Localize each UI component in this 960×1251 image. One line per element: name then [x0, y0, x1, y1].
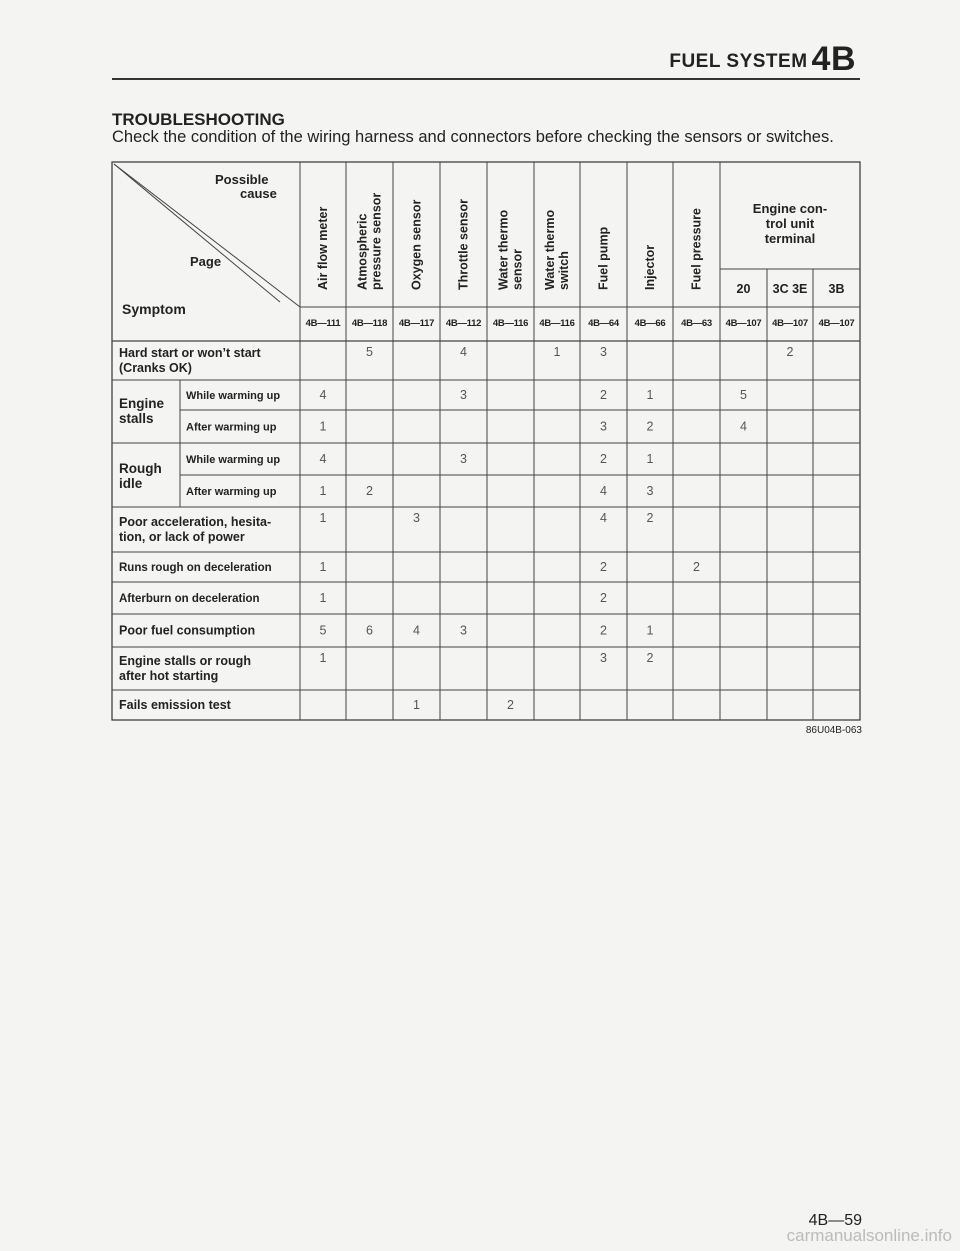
rank-value: 3 [646, 484, 654, 498]
rank-value: 3 [600, 345, 607, 359]
cause-header-label: Throttle sensor [456, 199, 471, 290]
rank-value: 3 [460, 388, 467, 402]
rank-value: 4 [740, 419, 747, 434]
rank-value: 1 [646, 452, 654, 466]
rank-value: 3 [600, 419, 607, 434]
corner-cause-label: cause [240, 186, 277, 201]
corner-symptom-label: Symptom [122, 301, 186, 317]
rank-value: 2 [507, 698, 514, 712]
footer-watermark: carmanualsonline.info [786, 1226, 952, 1245]
cause-page-ref: 4B—117 [398, 318, 435, 329]
symptom-group-label: Rough [119, 461, 162, 476]
rank-value: 1 [553, 345, 561, 359]
rank-value: 2 [646, 651, 654, 665]
symptom-group-label: idle [119, 476, 143, 491]
symptom-label: Poor acceleration, hesita- [119, 515, 272, 529]
cause-header-label: switch [557, 251, 571, 290]
cause-page-ref: 4B—111 [305, 318, 341, 329]
cause-header-label: Fuel pressure [689, 208, 704, 290]
rank-value: 1 [319, 484, 327, 498]
corner-cause-label: Possible [215, 172, 269, 187]
rank-value: 2 [600, 623, 607, 638]
page-number: 4B—59 [808, 1212, 862, 1229]
cause-page-ref: 4B—63 [681, 318, 712, 329]
cause-header-label: Atmospheric [355, 213, 370, 290]
symptom-label: Runs rough on deceleration [119, 562, 272, 574]
rank-value: 1 [413, 698, 420, 712]
rank-value: 2 [646, 511, 654, 525]
cause-header-label: Injector [643, 244, 657, 290]
rank-value: 1 [646, 388, 654, 402]
rank-value: 2 [600, 560, 607, 574]
rank-value: 4 [600, 511, 607, 525]
rank-value: 3 [413, 511, 420, 525]
rank-value: 4 [319, 388, 327, 402]
cause-header-label: sensor [510, 249, 525, 290]
ecu-terminal-label: 3C 3E [772, 282, 808, 296]
rank-value: 5 [366, 345, 373, 359]
rank-value: 3 [460, 452, 467, 466]
ecu-page-ref: 4B—107 [818, 318, 855, 329]
ecu-header-label: terminal [764, 231, 816, 246]
symptom-label: Afterburn on deceleration [119, 593, 260, 605]
cause-page-ref: 4B—118 [351, 318, 388, 329]
rank-value: 1 [319, 511, 327, 525]
cause-header-label: Air flow meter [316, 206, 330, 290]
rank-value: 4 [413, 623, 420, 638]
rank-value: 1 [319, 419, 327, 434]
rank-value: 6 [366, 623, 373, 638]
symptom-label: Engine stalls or rough [119, 654, 251, 668]
rank-value: 2 [600, 388, 607, 402]
header-section: 4B [811, 40, 856, 78]
rank-value: 5 [740, 388, 747, 402]
rank-value: 4 [319, 452, 327, 466]
cause-header-label: Fuel pump [596, 226, 611, 290]
ecu-page-ref: 4B—107 [725, 318, 762, 329]
cause-header-label: Water thermo [543, 209, 557, 290]
symptom-sub-label: After warming up [186, 421, 277, 434]
symptom-label: (Cranks OK) [119, 361, 192, 375]
cause-page-ref: 4B—116 [539, 318, 575, 329]
symptom-label: Hard start or won’t start [119, 346, 261, 360]
symptom-sub-label: After warming up [186, 486, 277, 498]
rank-value: 2 [366, 484, 373, 498]
ecu-header-label: Engine con- [752, 201, 828, 216]
figure-ref: 86U04B-063 [805, 725, 862, 736]
rank-value: 2 [600, 591, 607, 605]
ecu-header-label: trol unit [765, 216, 815, 231]
symptom-label: Poor fuel consumption [119, 623, 256, 638]
symptom-group-label: stalls [119, 411, 154, 426]
ecu-terminal-label: 20 [736, 282, 751, 296]
cause-header-label: pressure sensor [369, 192, 384, 290]
cause-page-ref: 4B—116 [492, 318, 529, 329]
rank-value: 2 [600, 452, 607, 466]
rank-value: 1 [319, 591, 327, 605]
rank-value: 1 [319, 560, 327, 574]
rank-value: 2 [786, 345, 794, 359]
rank-value: 1 [646, 623, 654, 638]
ecu-page-ref: 4B—107 [772, 318, 808, 329]
cause-header-label: Water thermo [496, 209, 511, 290]
corner-page-label: Page [190, 254, 222, 269]
rank-value: 2 [693, 560, 700, 574]
rank-value: 5 [319, 623, 327, 638]
section-heading: TROUBLESHOOTING [112, 110, 285, 129]
cause-page-ref: 4B—64 [588, 318, 619, 329]
symptom-label: after hot starting [119, 669, 219, 683]
cause-page-ref: 4B—112 [445, 318, 482, 329]
rank-value: 3 [460, 623, 467, 638]
symptom-sub-label: While warming up [186, 390, 281, 402]
symptom-group-label: Engine [119, 396, 165, 411]
symptom-sub-label: While warming up [186, 454, 281, 466]
ecu-terminal-label: 3B [828, 282, 845, 296]
cause-header-label: Oxygen sensor [409, 199, 424, 290]
rank-value: 3 [600, 651, 607, 665]
intro-text: Check the condition of the wiring harness and connectors before checking the sensors or switches. [112, 128, 834, 146]
rank-value: 2 [646, 419, 654, 434]
rank-value: 4 [600, 484, 607, 498]
cause-page-ref: 4B—66 [634, 318, 666, 329]
header-title-text: FUEL SYSTEM [669, 51, 808, 72]
rank-value: 4 [460, 345, 467, 359]
symptom-label: Fails emission test [119, 698, 231, 712]
symptom-label: tion, or lack of power [119, 530, 245, 544]
rank-value: 1 [319, 651, 327, 665]
